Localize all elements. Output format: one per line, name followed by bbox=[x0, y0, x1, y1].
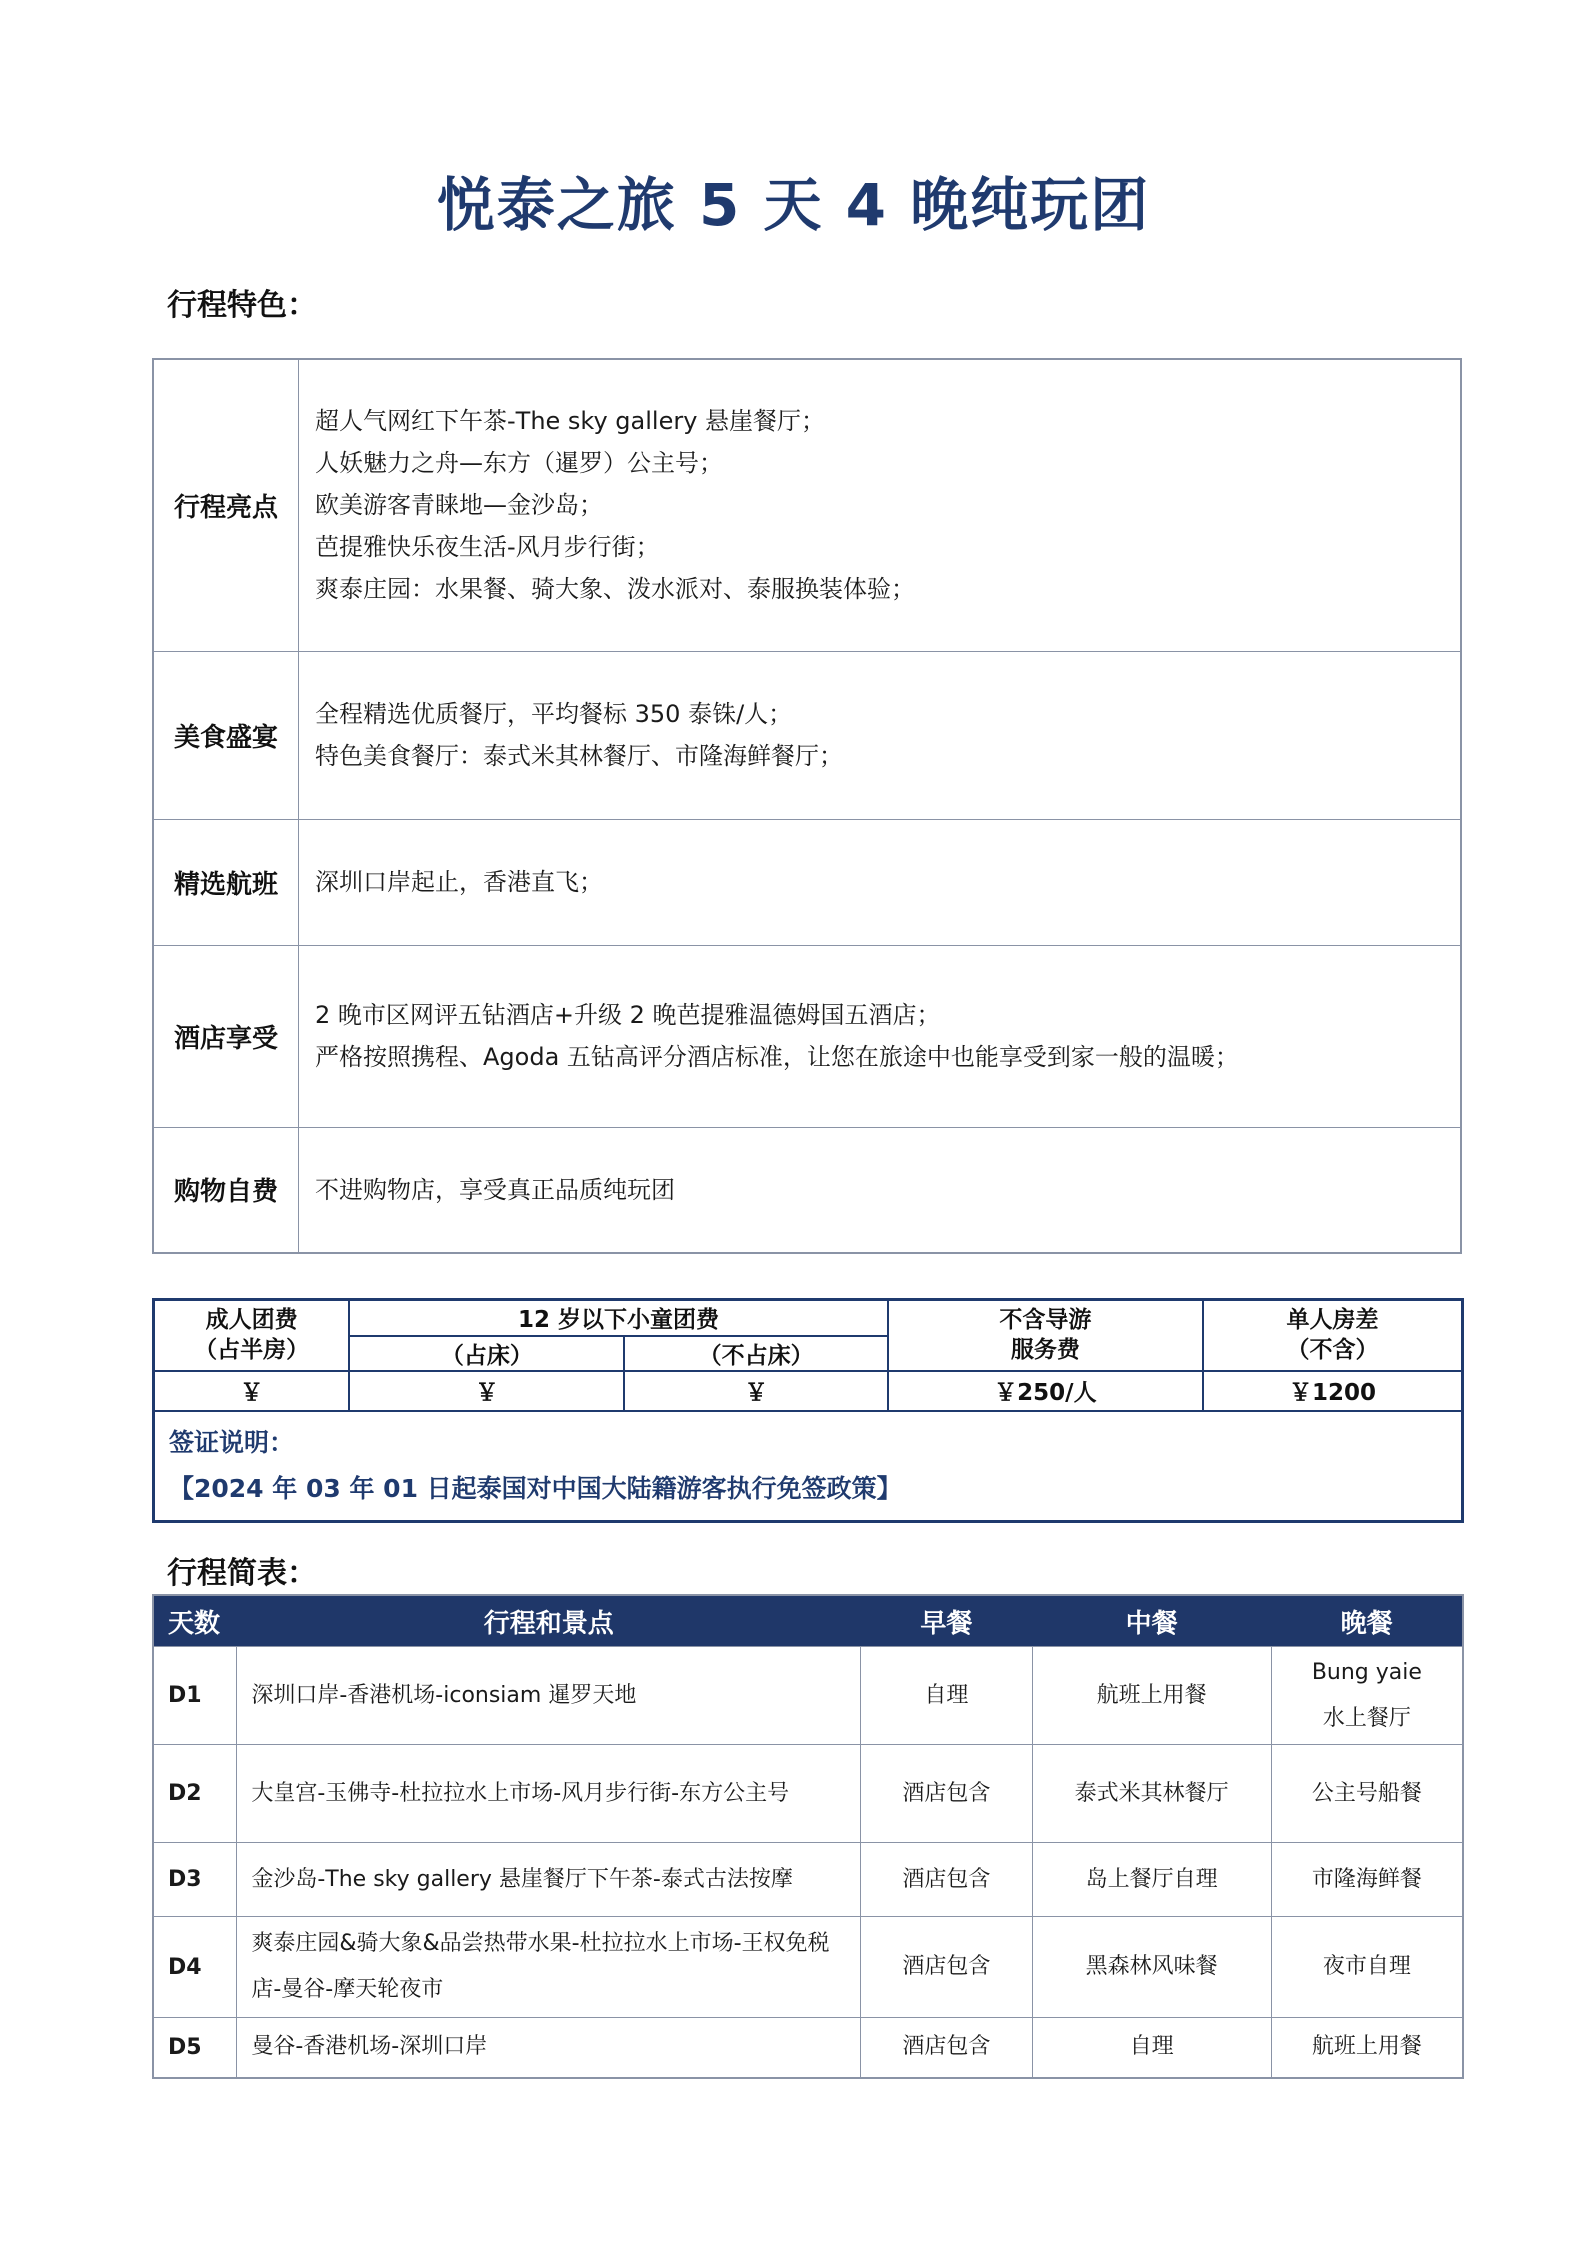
day-cell: D5 bbox=[153, 2018, 237, 2078]
adult-fee-value: ￥ bbox=[154, 1371, 350, 1411]
day-cell: D1 bbox=[153, 1647, 237, 1745]
child-bed-header: （占床） bbox=[349, 1336, 624, 1371]
visa-title: 签证说明： bbox=[169, 1427, 295, 1457]
price-table bbox=[152, 1298, 1464, 1523]
feature-row bbox=[153, 1127, 1461, 1253]
route-cell: 曼谷-香港机场-深圳口岸 bbox=[237, 2018, 861, 2078]
feature-content bbox=[299, 359, 1462, 651]
dinner-cell: 市隆海鲜餐 bbox=[1271, 1843, 1463, 1917]
adult-fee-header bbox=[154, 1300, 350, 1371]
child-nobed-value: ￥ bbox=[624, 1371, 887, 1411]
features-table bbox=[152, 358, 1462, 1254]
child-nobed-header: （不占床） bbox=[624, 1336, 887, 1371]
breakfast-cell: 自理 bbox=[861, 1647, 1032, 1745]
feature-line: 严格按照携程、Agoda 五钻高评分酒店标准，让您在旅途中也能享受到家一般的温暖； bbox=[315, 1043, 1239, 1071]
lunch-cell: 航班上用餐 bbox=[1032, 1647, 1271, 1745]
dinner-cell: 公主号船餐 bbox=[1271, 1745, 1463, 1843]
route-cell: 深圳口岸-香港机场-iconsiam 暹罗天地 bbox=[237, 1647, 861, 1745]
feature-line: 欧美游客青睐地—金沙岛； bbox=[315, 491, 603, 520]
col-header-day: 天数 bbox=[153, 1595, 237, 1647]
feature-line: 爽泰庄园：水果餐、骑大象、泼水派对、泰服换装体验； bbox=[315, 575, 915, 604]
feature-line: 超人气网红下午茶-The sky gallery 悬崖餐厅； bbox=[315, 407, 826, 436]
feature-line: 芭提雅快乐夜生活-风月步行街； bbox=[315, 533, 660, 562]
breakfast-cell: 酒店包含 bbox=[861, 1745, 1032, 1843]
feature-row bbox=[153, 819, 1461, 945]
guide-fee-note: 服务费 bbox=[1010, 1337, 1080, 1364]
feature-content bbox=[299, 819, 1462, 945]
route-cell: 金沙岛-The sky gallery 悬崖餐厅下午茶-泰式古法按摩 bbox=[237, 1843, 861, 1917]
guide-fee-label: 不含导游 bbox=[999, 1307, 1092, 1334]
dinner-cell: 航班上用餐 bbox=[1271, 2018, 1463, 2078]
dinner-cell: Bung yaie 水上餐厅 bbox=[1271, 1647, 1463, 1745]
day-cell: D2 bbox=[153, 1745, 237, 1843]
adult-fee-label: 成人团费 bbox=[205, 1307, 298, 1334]
breakfast-cell: 酒店包含 bbox=[861, 2018, 1032, 2078]
feature-label: 美食盛宴 bbox=[153, 651, 299, 819]
breakfast-cell: 酒店包含 bbox=[861, 1843, 1032, 1917]
visa-note bbox=[154, 1411, 1463, 1522]
route-cell: 大皇宫-玉佛寺-杜拉拉水上市场-风月步行街-东方公主号 bbox=[237, 1745, 861, 1843]
features-heading: 行程特色： bbox=[167, 288, 317, 323]
child-bed-value: ￥ bbox=[349, 1371, 624, 1411]
single-room-header bbox=[1203, 1300, 1462, 1371]
guide-fee-header bbox=[888, 1300, 1203, 1371]
table-row bbox=[153, 1843, 1463, 1917]
feature-content bbox=[299, 1127, 1462, 1253]
price-header-row bbox=[154, 1300, 1463, 1336]
feature-line: 特色美食餐厅：泰式米其林餐厅、市隆海鲜餐厅； bbox=[315, 742, 843, 770]
dinner-cell: 夜市自理 bbox=[1271, 1917, 1463, 2018]
table-row bbox=[153, 1647, 1463, 1745]
itinerary-header-row bbox=[153, 1595, 1463, 1647]
feature-line: 深圳口岸起止，香港直飞； bbox=[315, 868, 603, 896]
feature-line: 2 晚市区网评五钻酒店+升级 2 晚芭提雅温德姆国五酒店； bbox=[315, 1001, 941, 1029]
col-header-route: 行程和景点 bbox=[237, 1595, 861, 1647]
feature-row bbox=[153, 945, 1461, 1127]
feature-content bbox=[299, 651, 1462, 819]
route-cell: 爽泰庄园&骑大象&品尝热带水果-杜拉拉水上市场-王权免税店-曼谷-摩天轮夜市 bbox=[237, 1917, 861, 2018]
feature-line: 全程精选优质餐厅，平均餐标 350 泰铢/人； bbox=[315, 700, 793, 728]
day-cell: D4 bbox=[153, 1917, 237, 2018]
table-row bbox=[153, 2018, 1463, 2078]
price-value-row bbox=[154, 1371, 1463, 1411]
table-row bbox=[153, 1917, 1463, 2018]
feature-row bbox=[153, 651, 1461, 819]
day-cell: D3 bbox=[153, 1843, 237, 1917]
lunch-cell: 泰式米其林餐厅 bbox=[1032, 1745, 1271, 1843]
visa-text: 【2024 年 03 年 01 日起泰国对中国大陆籍游客执行免签政策】 bbox=[169, 1473, 902, 1503]
feature-label: 酒店享受 bbox=[153, 945, 299, 1127]
col-header-lunch: 中餐 bbox=[1032, 1595, 1271, 1647]
guide-fee-value: ￥250/人 bbox=[888, 1371, 1203, 1411]
lunch-cell: 黑森林风味餐 bbox=[1032, 1917, 1271, 2018]
feature-label: 精选航班 bbox=[153, 819, 299, 945]
feature-line: 不进购物店，享受真正品质纯玩团 bbox=[315, 1175, 675, 1204]
itinerary-table bbox=[152, 1594, 1464, 2079]
table-row bbox=[153, 1745, 1463, 1843]
lunch-cell: 岛上餐厅自理 bbox=[1032, 1843, 1271, 1917]
feature-label: 购物自费 bbox=[153, 1127, 299, 1253]
single-room-value: ￥1200 bbox=[1203, 1371, 1462, 1411]
page-title: 悦泰之旅 5 天 4 晚纯玩团 bbox=[436, 171, 1151, 239]
lunch-cell: 自理 bbox=[1032, 2018, 1271, 2078]
col-header-breakfast: 早餐 bbox=[861, 1595, 1032, 1647]
single-room-note: （不含） bbox=[1286, 1337, 1379, 1364]
adult-fee-note: （占半房） bbox=[194, 1337, 310, 1364]
breakfast-cell: 酒店包含 bbox=[861, 1917, 1032, 2018]
feature-content bbox=[299, 945, 1462, 1127]
col-header-dinner: 晚餐 bbox=[1271, 1595, 1463, 1647]
visa-row bbox=[154, 1411, 1463, 1522]
itinerary-heading: 行程简表： bbox=[167, 1556, 317, 1591]
single-room-label: 单人房差 bbox=[1286, 1307, 1379, 1334]
feature-row bbox=[153, 359, 1461, 651]
child-fee-header: 12 岁以下小童团费 bbox=[349, 1300, 888, 1336]
feature-line: 人妖魅力之舟—东方（暹罗）公主号； bbox=[315, 449, 723, 478]
feature-label: 行程亮点 bbox=[153, 359, 299, 651]
